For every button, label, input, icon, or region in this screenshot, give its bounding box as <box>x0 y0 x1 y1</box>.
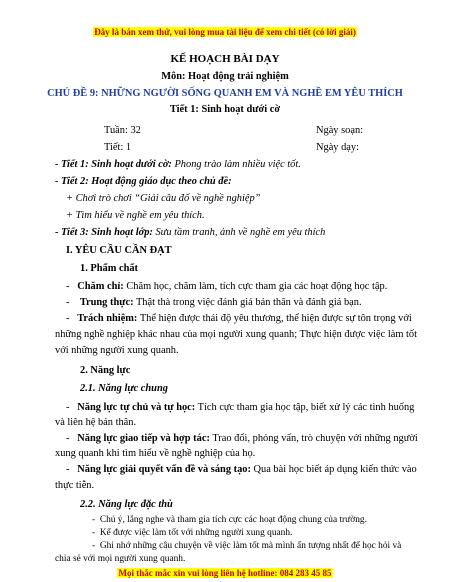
section1-sub22: 2.2. Năng lực đặc thù <box>80 499 173 510</box>
specific-item <box>92 514 367 527</box>
section1-heading: I. YÊU CẦU CẦN ĐẠT <box>66 245 172 256</box>
competency-text: Qua bài học biết áp dụng kiến thức vào <box>250 464 417 475</box>
page-title: KẾ HOẠCH BÀI DẠY <box>170 53 280 65</box>
bullet-dash: - <box>92 528 100 538</box>
outline-t1-label: - Tiết 1: Sinh hoạt dưới cờ: <box>55 159 172 170</box>
bullet-dash: - <box>66 297 80 308</box>
outline-t2-item: + Tìm hiểu về nghề em yêu thích. <box>66 210 205 221</box>
footer-banner: Mọi thắc mắc xin vui lòng liên hệ hotline: 084 283 45 85 <box>118 568 332 578</box>
competency-line2: và liên hệ bản thân. <box>55 417 137 428</box>
outline-t1-text: Phong trào làm nhiều việc tốt. <box>171 159 301 170</box>
bullet-dash: - <box>92 541 100 551</box>
quality-text: Thể hiện được thái độ yêu thương, thể hiện được sự tôn trọng với <box>137 313 412 324</box>
quality-text: Chăm học, chăm làm, tích cực tham gia các hoạt động học tập. <box>123 281 388 292</box>
section1-sub21: 2.1. Năng lực chung <box>80 383 168 394</box>
competency-text: Tích cực tham gia học tập, biết xử lý các tình huống <box>195 402 415 413</box>
specific-item <box>92 540 401 553</box>
competency-line2: thực tiễn. <box>55 480 95 491</box>
specific-line2: chia sẻ với mọi người xung quanh. <box>55 554 186 564</box>
outline-t1 <box>55 158 301 171</box>
quality-label: Chăm chỉ: <box>77 281 124 292</box>
competency-item <box>66 432 418 445</box>
quality-label: Trách nhiệm: <box>77 313 138 324</box>
teach-date-label: Ngày dạy: <box>316 142 359 153</box>
bullet-dash: - <box>66 281 78 292</box>
competency-item <box>66 463 417 476</box>
quality-item <box>66 296 362 309</box>
section1-sub2: 2. Năng lực <box>80 365 131 376</box>
header-banner-line <box>0 26 450 39</box>
prep-date-label: Ngày soạn: <box>316 125 364 136</box>
outline-t3-text: Sưu tầm tranh, ảnh về nghề em yêu thích <box>152 227 326 238</box>
outline-t3 <box>55 226 325 239</box>
bullet-dash: - <box>92 515 100 525</box>
bullet-dash: - <box>66 313 78 324</box>
specific-text: Chú ý, lắng nghe và tham gia tích cực các hoạt động chung của trường. <box>99 515 367 525</box>
competency-label: Năng lực giải quyết vấn đề và sáng tạo: <box>77 464 251 475</box>
quality-item <box>66 280 387 293</box>
quality-item <box>66 312 412 325</box>
bullet-dash: - <box>66 464 78 475</box>
resp-line2: những nghề nghiệp khác nhau của mọi người xung quanh; Thực hiện được việc làm tốt <box>55 329 417 340</box>
quality-label: Trung thực: <box>79 297 134 308</box>
footer-banner-line <box>0 567 450 580</box>
outline-t3-label: - Tiết 3: Sinh hoạt lớp: <box>55 227 153 238</box>
week-label: Tuần: 32 <box>104 125 141 136</box>
subject-line: Môn: Hoạt động trải nghiệm <box>161 71 289 82</box>
specific-text: Kể được việc làm tốt với những người xung quanh. <box>99 528 293 538</box>
competency-item <box>66 401 414 414</box>
outline-t2-item: + Chơi trò chơi “Giải câu đố về nghề nghiệp” <box>66 193 261 204</box>
outline-t2-label: - Tiết 2: Hoạt động giáo dục theo chủ đề: <box>55 176 232 187</box>
bullet-dash: - <box>66 402 78 413</box>
lesson-line: Tiết 1: Sinh hoạt dưới cờ <box>169 104 281 115</box>
competency-text: Trao đổi, phỏng vấn, trò chuyện với những người <box>209 433 418 444</box>
quality-text: Thật thà trong việc đánh giá bản thân và đánh giá bạn. <box>133 297 362 308</box>
specific-text: Ghi nhớ những câu chuyện về việc làm tốt mà mình ấn tượng nhất để học hỏi và <box>99 541 402 551</box>
section1-sub1: 1. Phẩm chất <box>80 263 139 274</box>
specific-item <box>92 527 292 540</box>
competency-label: Năng lực giao tiếp và hợp tác: <box>77 433 210 444</box>
resp-line3: với những người xung quanh. <box>55 345 179 356</box>
competency-line2: xung quanh khi tìm hiểu về nghề nghiệp của họ. <box>55 448 256 459</box>
competency-label: Năng lực tự chủ và tự học: <box>77 402 196 413</box>
period-label: Tiết: 1 <box>104 142 132 153</box>
header-banner: Đây là bản xem thử, vui lòng mua tài liệu để xem chi tiết (có lời giải) <box>94 27 356 37</box>
topic-line: CHỦ ĐỀ 9: NHỮNG NGƯỜI SỐNG QUANH EM VÀ NGHỀ EM YÊU THÍCH <box>47 88 403 99</box>
bullet-dash: - <box>66 433 78 444</box>
